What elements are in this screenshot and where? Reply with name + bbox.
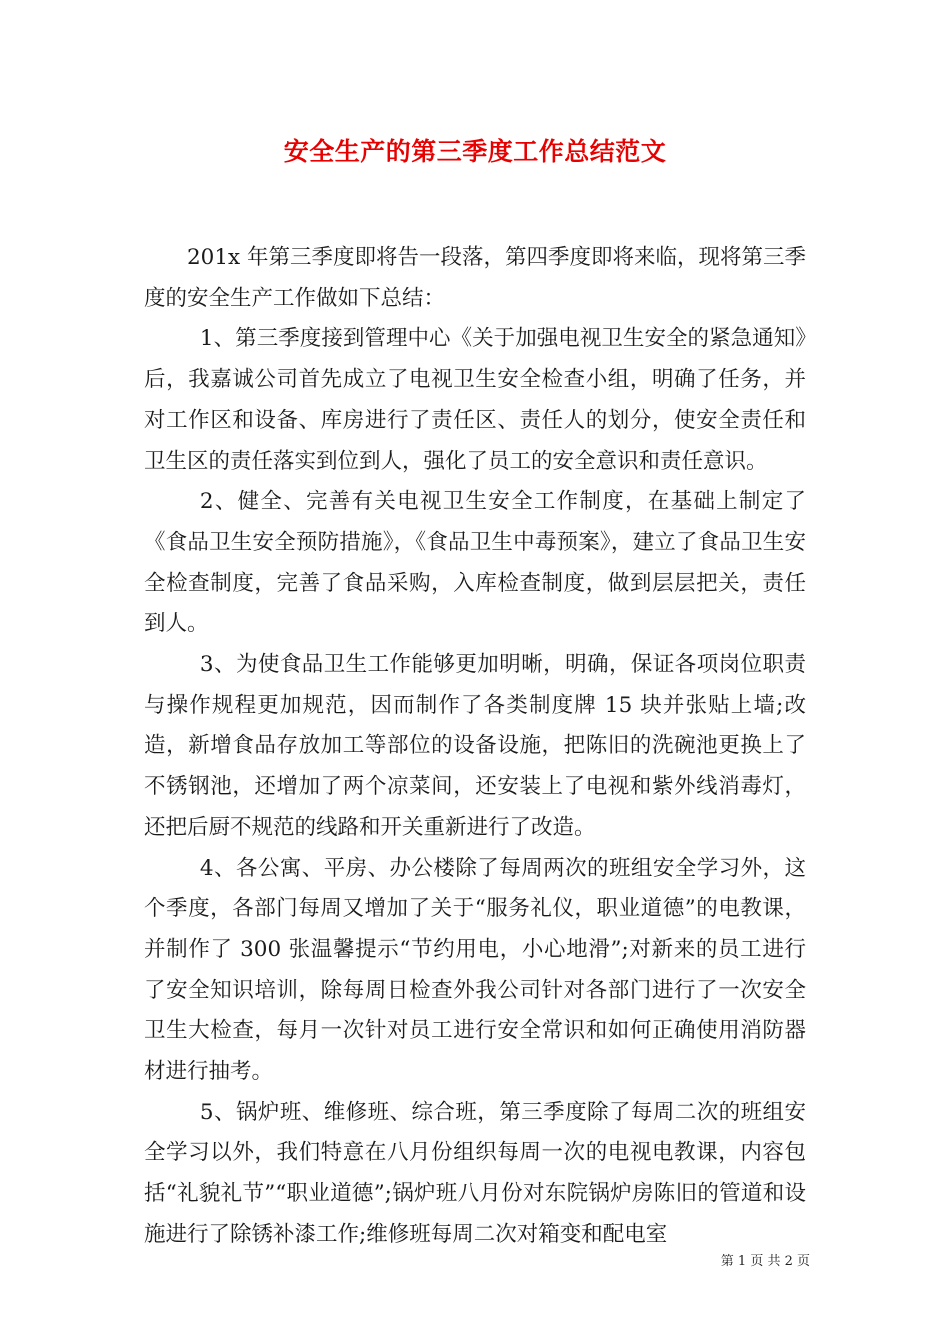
paragraph-item-5: 5、锅炉班、维修班、综合班，第三季度除了每周二次的班组安全学习以外，我们特意在八月份组织每周一次的电视电教课，内容包括“礼貌礼节”“职业道德”;锅炉班八月份对东院锅炉房陈旧的管道和设施进行了除锈补漆工作;维修班每周二次对箱变和配电室	[144, 1099, 806, 1247]
paragraph-item-3: 3、为使食品卫生工作能够更加明晰，明确，保证各项岗位职责与操作规程更加规范，因而制作了各类制度牌 15 块并张贴上墙;改造，新增食品存放加工等部位的设备设施，把陈旧的洗碗池更换上了不锈钢池，还增加了两个凉菜间，还安装上了电视和紫外线消毒灯，还把后厨不规范的线路和开关重新进行了改造。	[144, 652, 806, 840]
paragraph-item-4: 4、各公寓、平房、办公楼除了每周两次的班组安全学习外，这个季度，各部门每周又增加了关于“服务礼仪，职业道德”的电教课，并制作了 300 张温馨提示“节约用电，小心地滑”;对新来的员工进行了安全知识培训，除每周日检查外我公司针对各部门进行了一次安全卫生大检查，每月一次针对员工进行安全常识和如何正确使用消防器材进行抽考。	[144, 855, 806, 1085]
intro-paragraph: 201x 年第三季度即将告一段落，第四季度即将来临，现将第三季度的安全生产工作做如下总结：	[144, 245, 806, 311]
document-body	[144, 238, 806, 1256]
document-title: 安全生产的第三季度工作总结范文	[283, 137, 667, 166]
page-number-footer: 第 1 页 共 2 页	[720, 1254, 810, 1269]
paragraph-item-1: 1、第三季度接到管理中心《关于加强电视卫生安全的紧急通知》后，我嘉诚公司首先成立了电视卫生安全检查小组，明确了任务，并对工作区和设备、库房进行了责任区、责任人的划分，使安全责任和卫生区的责任落实到位到人，强化了员工的安全意识和责任意识。	[144, 326, 806, 474]
paragraph-item-2: 2、健全、完善有关电视卫生安全工作制度，在基础上制定了《食品卫生安全预防措施》，《食品卫生中毒预案》，建立了食品卫生安全检查制度，完善了食品采购，入库检查制度，做到层层把关，责任到人。	[144, 489, 806, 637]
